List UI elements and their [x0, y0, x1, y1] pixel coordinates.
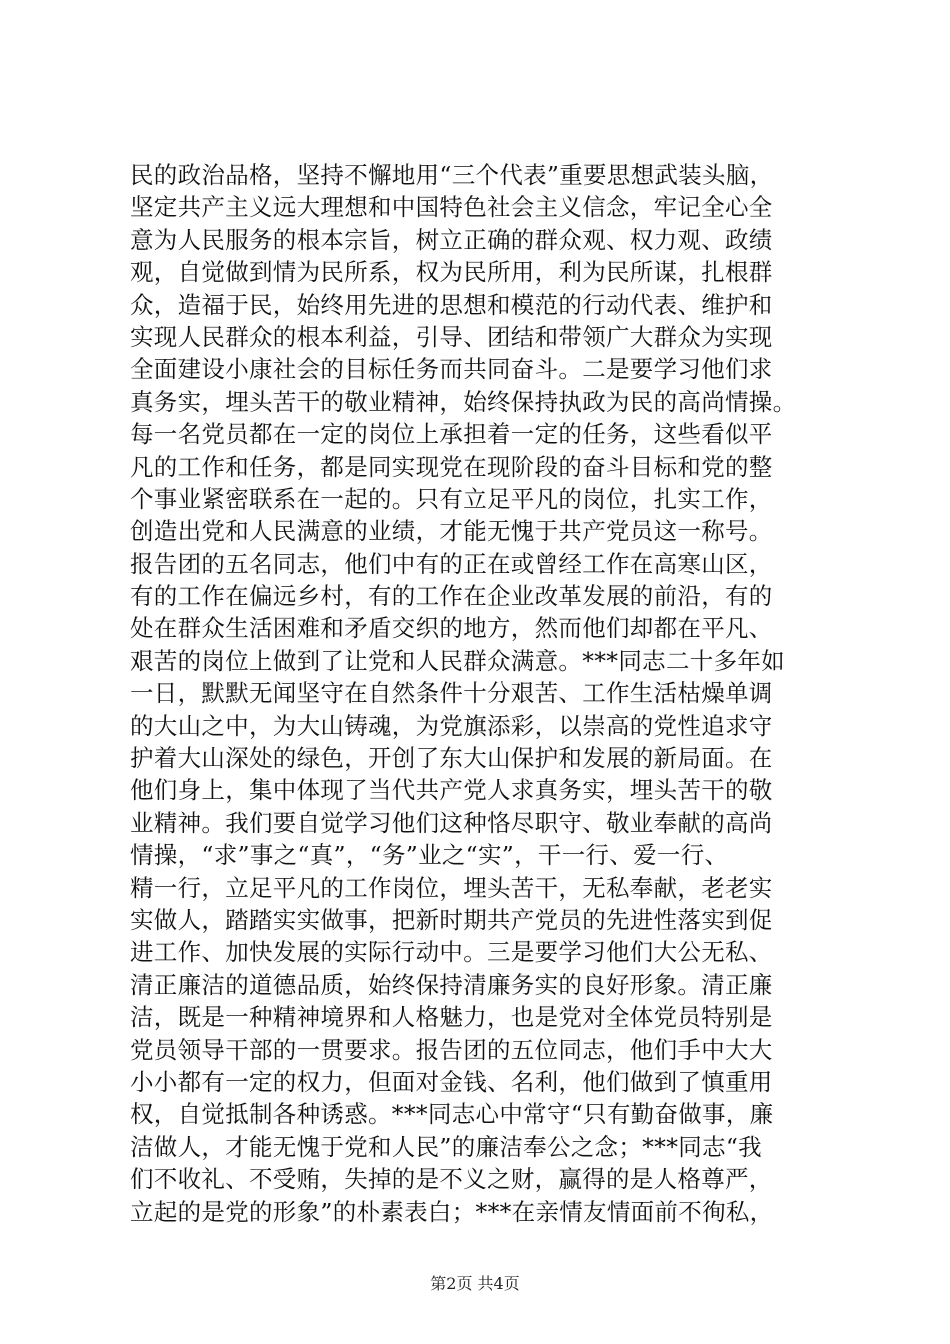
text-line: 凡的工作和任务，都是同实现党在现阶段的奋斗目标和党的整 — [130, 452, 773, 481]
text-line: 洁，既是一种精神境界和人格魅力，也是党对全体党员特别是 — [130, 1003, 773, 1032]
text-line: 清正廉洁的道德品质，始终保持清廉务实的良好形象。清正廉 — [130, 970, 773, 999]
text-line: 洁做人，才能无愧于党和人民”的廉洁奉公之念；***同志“我 — [130, 1132, 762, 1161]
text-line: 小小都有一定的权力，但面对金钱、名利，他们做到了慎重用 — [130, 1067, 773, 1096]
text-line: 一日，默默无闻坚守在自然条件十分艰苦、工作生活枯燥单调 — [130, 679, 773, 708]
text-line: 每一名党员都在一定的岗位上承担着一定的任务，这些看似平 — [130, 420, 773, 449]
text-line: 护着大山深处的绿色，开创了东大山保护和发展的新局面。在 — [130, 744, 773, 773]
text-line: 精一行，立足平凡的工作岗位，埋头苦干，无私奉献，老老实 — [130, 873, 773, 902]
text-line: 实做人，踏踏实实做事，把新时期共产党员的先进性落实到促 — [130, 905, 773, 934]
text-line: 业精神。我们要自觉学习他们这种恪尽职守、敬业奉献的高尚 — [130, 808, 773, 837]
text-line: 情操，“求”事之“真”，“务”业之“实”，干一行、爱一行、 — [130, 841, 729, 870]
text-line: 他们身上，集中体现了当代共产党人求真务实，埋头苦干的敬 — [130, 776, 773, 805]
text-line: 个事业紧密联系在一起的。只有立足平凡的岗位，扎实工作， — [130, 484, 773, 513]
text-line: 意为人民服务的根本宗旨，树立正确的群众观、权力观、政绩 — [130, 225, 773, 254]
text-line: 众，造福于民，始终用先进的思想和模范的行动代表、维护和 — [130, 290, 773, 319]
text-line: 处在群众生活困难和矛盾交织的地方，然而他们却都在平凡、 — [130, 614, 773, 643]
text-line: 坚定共产主义远大理想和中国特色社会主义信念，牢记全心全 — [130, 193, 773, 222]
text-line: 艰苦的岗位上做到了让党和人民群众满意。***同志二十多年如 — [130, 646, 785, 675]
text-line: 创造出党和人民满意的业绩，才能无愧于共产党员这一称号。 — [130, 517, 773, 546]
text-line: 进工作、加快发展的实际行动中。三是要学习他们大公无私、 — [130, 938, 773, 967]
text-line: 全面建设小康社会的目标任务而共同奋斗。二是要学习他们求 — [130, 355, 773, 384]
text-line: 党员领导干部的一贯要求。报告团的五位同志，他们手中大大 — [130, 1035, 773, 1064]
text-line: 报告团的五名同志，他们中有的正在或曾经工作在高寒山区， — [130, 549, 773, 578]
text-line: 权，自觉抵制各种诱惑。***同志心中常守“只有勤奋做事，廉 — [130, 1100, 774, 1129]
text-line: 真务实，埋头苦干的敬业精神，始终保持执政为民的高尚情操。 — [130, 387, 797, 416]
text-line: 们不收礼、不受贿，失掉的是不义之财，赢得的是人格尊严， — [130, 1165, 773, 1194]
text-line: 立起的是党的形象”的朴素表白；***在亲情友情面前不徇私， — [130, 1197, 774, 1226]
page-footer — [0, 1271, 950, 1294]
text-line: 实现人民群众的根本利益，引导、团结和带领广大群众为实现 — [130, 322, 773, 351]
text-line: 的大山之中，为大山铸魂，为党旗添彩，以崇高的党性追求守 — [130, 711, 773, 740]
text-line: 民的政治品格，坚持不懈地用“三个代表”重要思想武装头脑， — [130, 161, 774, 189]
text-line: 有的工作在偏远乡村，有的工作在企业改革发展的前沿，有的 — [130, 582, 773, 611]
text-line: 观，自觉做到情为民所系，权为民所用，利为民所谋，扎根群 — [130, 258, 773, 287]
page-number-label: 第2页 共4页 — [430, 1274, 520, 1293]
body-text — [130, 159, 830, 1228]
